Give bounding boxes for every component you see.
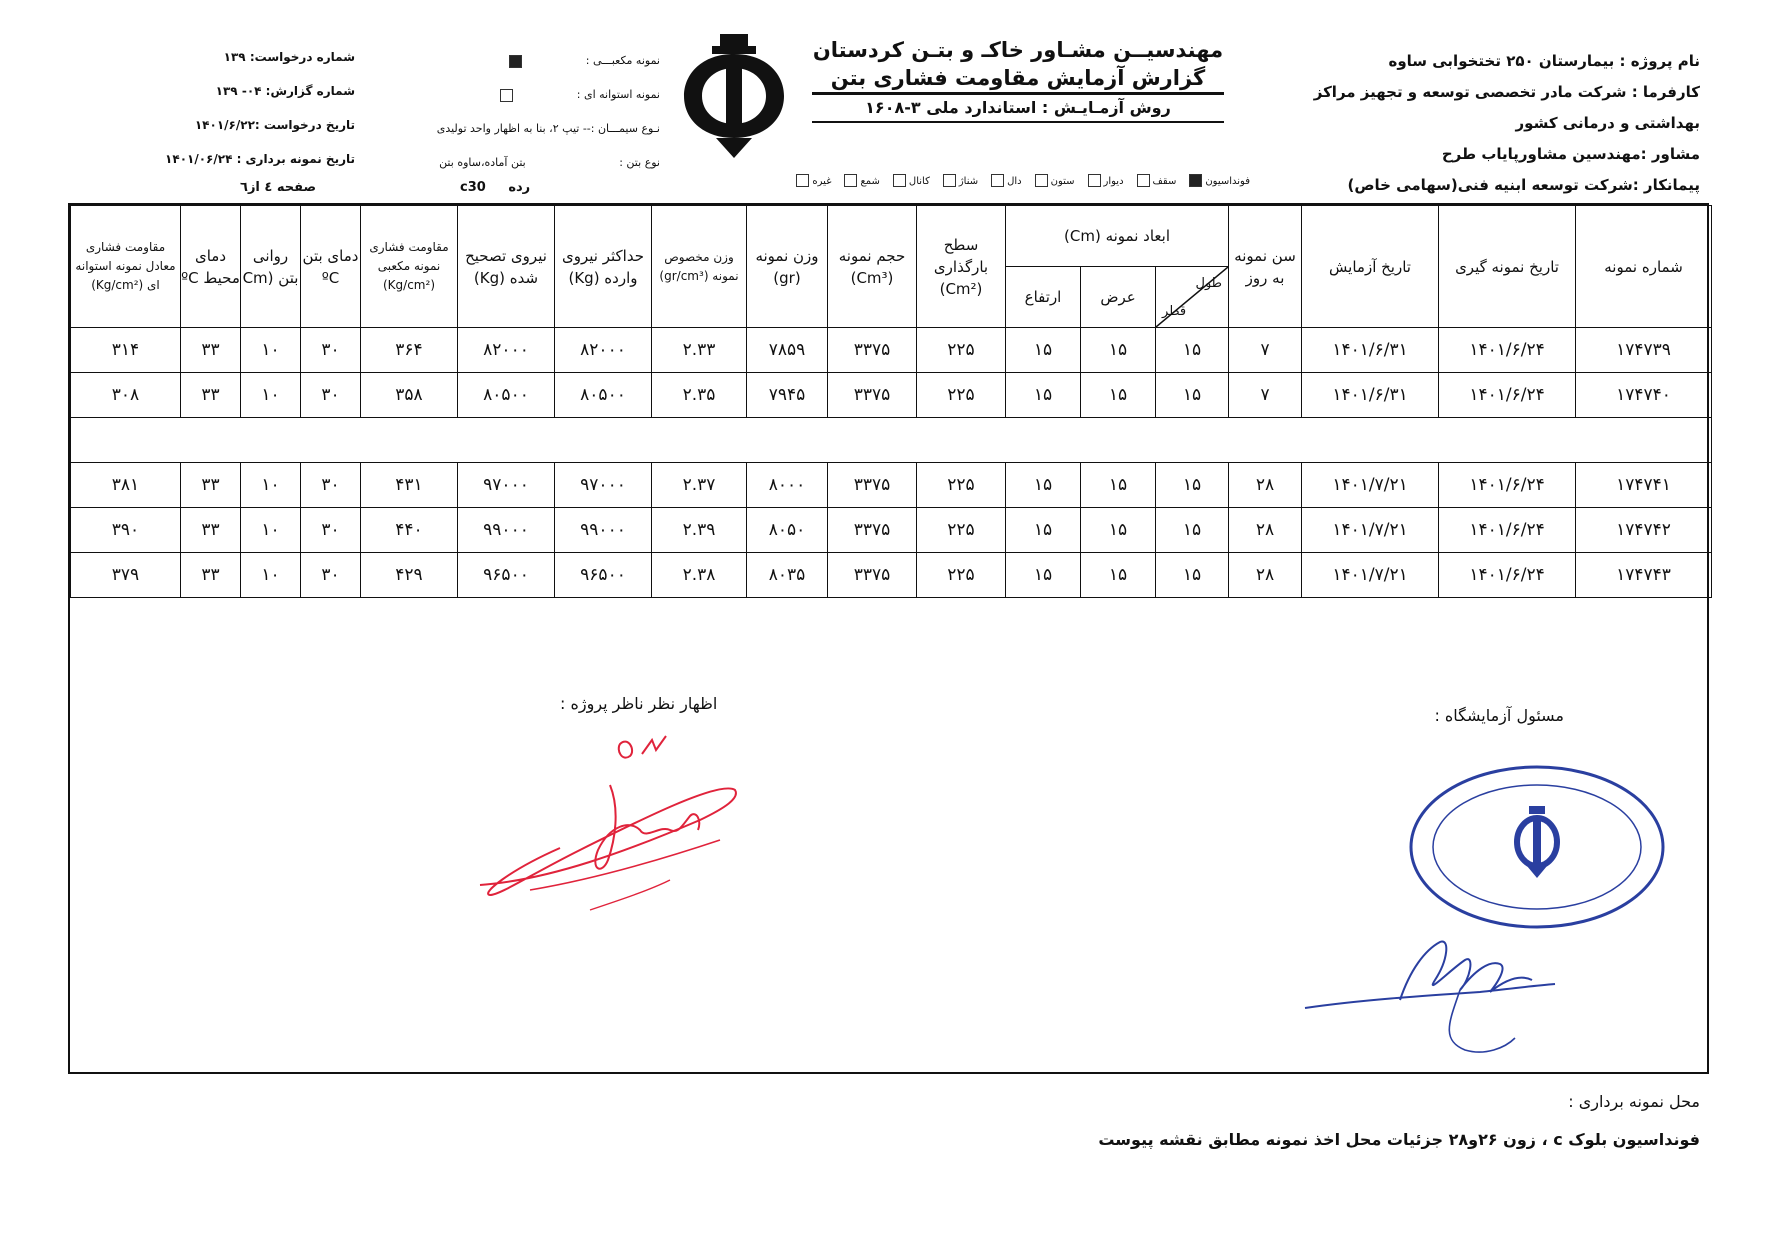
- table-cell: ۱۰: [241, 553, 301, 598]
- table-cell: ۱۵: [1156, 373, 1229, 418]
- table-cell: ۹۷۰۰۰: [555, 463, 652, 508]
- cube-checkbox[interactable]: [509, 55, 522, 68]
- table-cell: ۸۰۵۰۰: [555, 373, 652, 418]
- table-cell: ۱۰: [241, 373, 301, 418]
- grade-value: c30: [460, 180, 486, 195]
- table-cell: ۱۰: [241, 328, 301, 373]
- element-option[interactable]: [841, 176, 879, 187]
- table-cell: ۳۰: [301, 328, 361, 373]
- col-cube-strength: مقاومت فشاری نمونه مکعبی (Kg/cm²): [361, 206, 458, 328]
- col-area: سطح بارگذاری (Cm²): [917, 206, 1006, 328]
- col-height: ارتفاع: [1006, 267, 1081, 328]
- table-cell: ۷: [1229, 373, 1302, 418]
- element-checkbox[interactable]: [1088, 174, 1101, 187]
- table-cell: ۳۳۷۵: [828, 463, 917, 508]
- col-volume: حجم نمونه (Cm³): [828, 206, 917, 328]
- report-header: [812, 38, 1224, 123]
- table-cell: ۲.۳۹: [652, 508, 747, 553]
- table-cell: ۳۷۹: [71, 553, 181, 598]
- supervisor-label: اظهار نظر ناظر پروژه :: [560, 694, 718, 713]
- lab-signature-icon: [1300, 930, 1560, 1060]
- table-cell: ۳۰: [301, 553, 361, 598]
- element-checkbox[interactable]: [991, 174, 1004, 187]
- table-cell: ۱۵: [1006, 508, 1081, 553]
- method-rule: [812, 121, 1224, 123]
- request-number: شماره درخواست: ۱۳۹: [223, 50, 355, 64]
- concrete-type-label: نوع بتن :: [619, 156, 660, 169]
- table-cell: ۲۲۵: [917, 328, 1006, 373]
- table-cell: ۱۵: [1006, 328, 1081, 373]
- table-cell: ۹۶۵۰۰: [555, 553, 652, 598]
- cylinder-sample-row: [385, 78, 660, 112]
- col-density: وزن مخصوص نمونه (gr/cm³): [652, 206, 747, 328]
- table-cell: ۹۹۰۰۰: [555, 508, 652, 553]
- table-cell: ۱۵: [1006, 553, 1081, 598]
- table-cell: ۱۵: [1081, 328, 1156, 373]
- table-cell: ۳۳: [181, 328, 241, 373]
- element-checkbox[interactable]: [796, 174, 809, 187]
- col-ambient-temp: دمای محیط ºC: [181, 206, 241, 328]
- cylinder-checkbox[interactable]: [500, 89, 513, 102]
- element-option[interactable]: [1032, 176, 1075, 187]
- col-sample-no: شماره نمونه: [1576, 206, 1712, 328]
- employer-line-2: بهداشتی و درمانی کشور: [1515, 114, 1700, 132]
- table-cell: ۱۴۰۱/۶/۳۱: [1302, 328, 1439, 373]
- report-meta: [150, 40, 355, 176]
- table-cell: ۱۰: [241, 463, 301, 508]
- table-cell: ۲.۳۸: [652, 553, 747, 598]
- length-label: طول: [1195, 276, 1223, 291]
- col-slump: روانی بتن (Cm: [241, 206, 301, 328]
- concrete-type-row: [385, 146, 660, 180]
- table-cell: ۱۵: [1006, 373, 1081, 418]
- title-rule: [812, 92, 1224, 95]
- table-cell: ۹۶۵۰۰: [458, 553, 555, 598]
- table-cell: ۸۰۵۰: [747, 508, 828, 553]
- table-cell: ۳۳۷۵: [828, 508, 917, 553]
- table-cell: ۱۴۰۱/۶/۲۴: [1439, 553, 1576, 598]
- employer-line-1: کارفرما : شرکت مادر تخصصی توسعه و تجهیز مراکز: [1313, 83, 1700, 101]
- table-cell: ۲۸: [1229, 508, 1302, 553]
- cube-label: نمونه مکعبـــی :: [585, 54, 660, 67]
- table-cell: ۳۳۷۵: [828, 328, 917, 373]
- table-cell: ۷۸۵۹: [747, 328, 828, 373]
- table-cell: ۱۷۴۷۴۰: [1576, 373, 1712, 418]
- element-option[interactable]: [940, 176, 978, 187]
- sampling-place: فونداسیون بلوک c ، زون ۲۶و۲۸ جزئیات محل اخذ نمونه مطابق نقشه پیوست: [1098, 1130, 1700, 1149]
- col-dimensions: ابعاد نمونه (Cm): [1006, 206, 1229, 267]
- element-option-label: سقف: [1152, 175, 1177, 187]
- separator-cell: [71, 418, 1712, 463]
- separator-row: [71, 418, 1712, 463]
- table-row: [71, 508, 1712, 553]
- table-cell: ۱۷۴۷۳۹: [1576, 328, 1712, 373]
- element-checkbox[interactable]: [893, 174, 906, 187]
- sample-info: [385, 44, 660, 180]
- contractor: پیمانکار :شرکت توسعه ابنیه فنی(سهامی خاص): [1347, 176, 1700, 194]
- element-option[interactable]: [1085, 176, 1124, 187]
- table-cell: ۲.۳۷: [652, 463, 747, 508]
- element-checkbox[interactable]: [844, 174, 857, 187]
- table-cell: ۹۹۰۰۰: [458, 508, 555, 553]
- supervisor-signature-icon: [470, 730, 750, 930]
- element-checkbox[interactable]: [943, 174, 956, 187]
- table-cell: ۱۴۰۱/۷/۲۱: [1302, 553, 1439, 598]
- table-row: [71, 328, 1712, 373]
- cylinder-label: نمونه استوانه ای :: [576, 88, 660, 101]
- test-method: روش آزمـایـش : استاندارد ملی ۳-۱۶۰۸: [865, 98, 1171, 117]
- table-cell: ۱۴۰۱/۶/۲۴: [1439, 373, 1576, 418]
- grade-label: رده: [508, 180, 531, 195]
- table-cell: ۳۳: [181, 373, 241, 418]
- element-option-label: شمع: [860, 175, 880, 187]
- col-width: عرض: [1081, 267, 1156, 328]
- table-cell: ۱۵: [1156, 328, 1229, 373]
- table-cell: ۱۴۰۱/۶/۲۴: [1439, 508, 1576, 553]
- table-row: [71, 553, 1712, 598]
- project-name: نام پروژه : بیمارستان ۲۵۰ تختخوابی ساوه: [1388, 52, 1700, 70]
- company-logo-icon: [682, 34, 786, 158]
- table-row: [71, 373, 1712, 418]
- element-checkboxes: [700, 174, 1250, 187]
- element-option-label: شناژ: [958, 175, 979, 187]
- col-cylinder-strength: مقاومت فشاری معادل نمونه استوانه ای (Kg/cm²): [71, 206, 181, 328]
- element-option-label: غیره: [812, 175, 832, 187]
- cement-type: نـوع سیمـــان :-- تیپ ۲، بنا به اظهار واحد تولیدی: [436, 122, 660, 135]
- col-length-diameter: [1156, 267, 1229, 328]
- col-test-date: تاریخ آزمایش: [1302, 206, 1439, 328]
- col-concrete-temp: دمای بتن ºC: [301, 206, 361, 328]
- element-option-label: ستون: [1050, 175, 1075, 187]
- table-cell: ۳۸۱: [71, 463, 181, 508]
- sampling-place-label: محل نمونه برداری :: [1568, 1092, 1700, 1111]
- table-cell: ۳۶۴: [361, 328, 458, 373]
- element-option-label: دال: [1007, 175, 1022, 187]
- element-option[interactable]: [1134, 176, 1177, 187]
- table-cell: ۱۵: [1156, 508, 1229, 553]
- table-cell: ۱۴۰۱/۷/۲۱: [1302, 508, 1439, 553]
- company-name: مهندسیــن مشـاور خاکـ و بتـن کردستان: [812, 38, 1224, 62]
- table-cell: ۳۰: [301, 463, 361, 508]
- table-cell: ۱۵: [1081, 463, 1156, 508]
- table-cell: ۱۵: [1081, 373, 1156, 418]
- table-cell: ۱۴۰۱/۷/۲۱: [1302, 463, 1439, 508]
- element-option-label: فونداسیون: [1205, 175, 1250, 187]
- request-date: تاریخ درخواست :۱۴۰۱/۶/۲۲: [194, 118, 355, 132]
- table-cell: ۴۳۱: [361, 463, 458, 508]
- table-cell: ۲.۳۳: [652, 328, 747, 373]
- concrete-grade: [460, 180, 530, 195]
- table-row: [71, 463, 1712, 508]
- project-info: [1270, 46, 1700, 201]
- table-cell: ۲۲۵: [917, 373, 1006, 418]
- table-cell: ۱۷۴۷۴۲: [1576, 508, 1712, 553]
- table-cell: ۸۰۳۵: [747, 553, 828, 598]
- table-cell: ۲۸: [1229, 553, 1302, 598]
- table-cell: ۲.۳۵: [652, 373, 747, 418]
- table-cell: ۱۵: [1156, 463, 1229, 508]
- table-cell: ۲۸: [1229, 463, 1302, 508]
- table-cell: ۳۰: [301, 508, 361, 553]
- table-cell: ۳۳: [181, 553, 241, 598]
- table-cell: ۳۳۷۵: [828, 553, 917, 598]
- col-sampling-date: تاریخ نمونه گیری: [1439, 206, 1576, 328]
- table-cell: ۱۴۰۱/۶/۳۱: [1302, 373, 1439, 418]
- table-cell: ۱۷۴۷۴۱: [1576, 463, 1712, 508]
- table-cell: ۳۵۸: [361, 373, 458, 418]
- element-checkbox[interactable]: [1189, 174, 1202, 187]
- table-cell: ۱۴۰۱/۶/۲۴: [1439, 463, 1576, 508]
- table-cell: ۱۵: [1156, 553, 1229, 598]
- table-cell: ۴۲۹: [361, 553, 458, 598]
- lab-stamp-icon: [1405, 760, 1670, 935]
- table-cell: ۱۰: [241, 508, 301, 553]
- cube-sample-row: [385, 44, 660, 78]
- table-cell: ۳۳: [181, 508, 241, 553]
- col-weight: وزن نمونه (gr): [747, 206, 828, 328]
- element-checkbox[interactable]: [1035, 174, 1048, 187]
- table-cell: ۱۵: [1081, 508, 1156, 553]
- table-cell: ۸۲۰۰۰: [458, 328, 555, 373]
- concrete-type-value: بتن آماده،ساوه بتن: [439, 156, 526, 169]
- table-cell: ۸۲۰۰۰: [555, 328, 652, 373]
- table-cell: ۲۲۵: [917, 553, 1006, 598]
- page-number: صفحه ٤ از٦: [240, 180, 317, 195]
- element-checkbox[interactable]: [1137, 174, 1150, 187]
- col-age: سن نمونه به روز: [1229, 206, 1302, 328]
- table-cell: ۳۳: [181, 463, 241, 508]
- element-option[interactable]: [890, 176, 930, 187]
- table-cell: ۴۴۰: [361, 508, 458, 553]
- table-cell: ۲۲۵: [917, 463, 1006, 508]
- col-corrected-force: نیروی تصحیح شده (Kg): [458, 206, 555, 328]
- element-option-label: دیوار: [1103, 175, 1124, 187]
- table-cell: ۲۲۵: [917, 508, 1006, 553]
- table-cell: ۳۱۴: [71, 328, 181, 373]
- table-cell: ۷۹۴۵: [747, 373, 828, 418]
- table-cell: ۳۰۸: [71, 373, 181, 418]
- report-number: شماره گزارش: ۰۴- ۱۳۹: [215, 84, 355, 98]
- table-cell: ۱۵: [1006, 463, 1081, 508]
- table-cell: ۳۰: [301, 373, 361, 418]
- element-option[interactable]: [1186, 176, 1250, 187]
- table-cell: ۱۵: [1081, 553, 1156, 598]
- consultant: مشاور :مهندسین مشاورپایاب طرح: [1441, 145, 1700, 163]
- table-cell: ۸۰۰۰: [747, 463, 828, 508]
- table-cell: ۹۷۰۰۰: [458, 463, 555, 508]
- element-option[interactable]: [793, 176, 831, 187]
- lab-manager-label: مسئول آزمایشگاه :: [1434, 706, 1564, 725]
- diameter-label: قطر: [1162, 304, 1187, 319]
- table-cell: ۱۴۰۱/۶/۲۴: [1439, 328, 1576, 373]
- sampling-date: تاریخ نمونه برداری : ۱۴۰۱/۰۶/۲۴: [165, 152, 355, 166]
- element-option-label: کانال: [908, 175, 930, 187]
- table-cell: ۷: [1229, 328, 1302, 373]
- report-title: گزارش آزمایش مقاومت فشاری بتن: [830, 66, 1206, 90]
- table-cell: ۳۳۷۵: [828, 373, 917, 418]
- table-cell: ۱۷۴۷۴۳: [1576, 553, 1712, 598]
- table-cell: ۳۹۰: [71, 508, 181, 553]
- col-max-force: حداکثر نیروی وارده (Kg): [555, 206, 652, 328]
- table-cell: ۸۰۵۰۰: [458, 373, 555, 418]
- element-option[interactable]: [988, 176, 1022, 187]
